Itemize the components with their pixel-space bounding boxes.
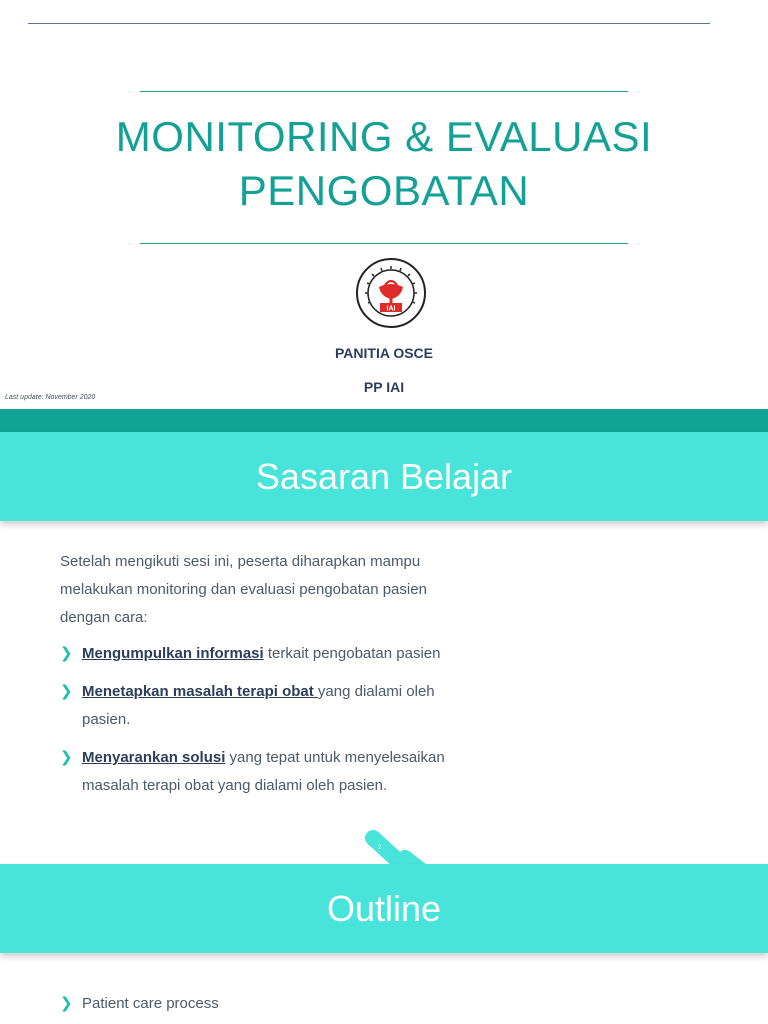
iai-logo-icon: [355, 257, 427, 329]
svg-text:IAI: IAI: [386, 305, 396, 313]
objective-item: [60, 640, 520, 668]
page-number: 2: [378, 845, 382, 851]
intro-line3: dengan cara:: [60, 609, 148, 626]
intro-line2: melakukan monitoring dan evaluasi pengobatan pasien: [60, 581, 427, 598]
author-line1: PANITIA OSCE: [334, 345, 433, 361]
objective-item: [60, 744, 520, 800]
outline-item-text: Patient care process: [82, 995, 219, 1012]
top-divider: [28, 23, 710, 24]
objective-text: yang tepat untuk menyelesaikan: [225, 749, 445, 766]
objective-text: terkait pengobatan pasien: [263, 645, 441, 662]
learning-objectives-intro: [60, 548, 520, 632]
slide-title-line2: PENGOBATAN: [238, 167, 530, 214]
objective-continuation: masalah terapi obat yang dialami oleh pasien.: [82, 777, 388, 794]
objective-keyword: Menyarankan solusi: [82, 749, 226, 766]
chevron-right-icon: ❯: [60, 683, 73, 700]
objective-text: yang dialami oleh: [317, 683, 435, 700]
slide-title-line1: MONITORING & EVALUASI: [115, 113, 653, 160]
chevron-right-icon: ❯: [60, 995, 73, 1012]
author-line2: PP IAI: [363, 379, 405, 395]
slide2-top-band: [0, 409, 768, 433]
slide2-banner: [0, 432, 768, 521]
objective-keyword: Mengumpulkan informasi: [82, 645, 264, 662]
title-divider-top: [140, 91, 628, 92]
objective-continuation: pasien.: [82, 711, 131, 728]
slide3-banner: [0, 864, 768, 953]
last-update-note: Last update: November 2020: [5, 394, 96, 401]
outline-item: [60, 990, 520, 1018]
slide-title: [60, 110, 708, 218]
slide2-heading: Sasaran Belajar: [255, 455, 513, 497]
chevron-right-icon: ❯: [60, 645, 73, 662]
slide3-heading: Outline: [326, 887, 442, 929]
chevron-right-icon: ❯: [60, 749, 73, 766]
intro-line1: Setelah mengikuti sesi ini, peserta diharapkan mampu: [60, 553, 421, 570]
objective-keyword: Menetapkan masalah terapi obat: [82, 683, 318, 700]
title-divider-bottom: [140, 243, 628, 244]
objective-item: [60, 678, 520, 734]
